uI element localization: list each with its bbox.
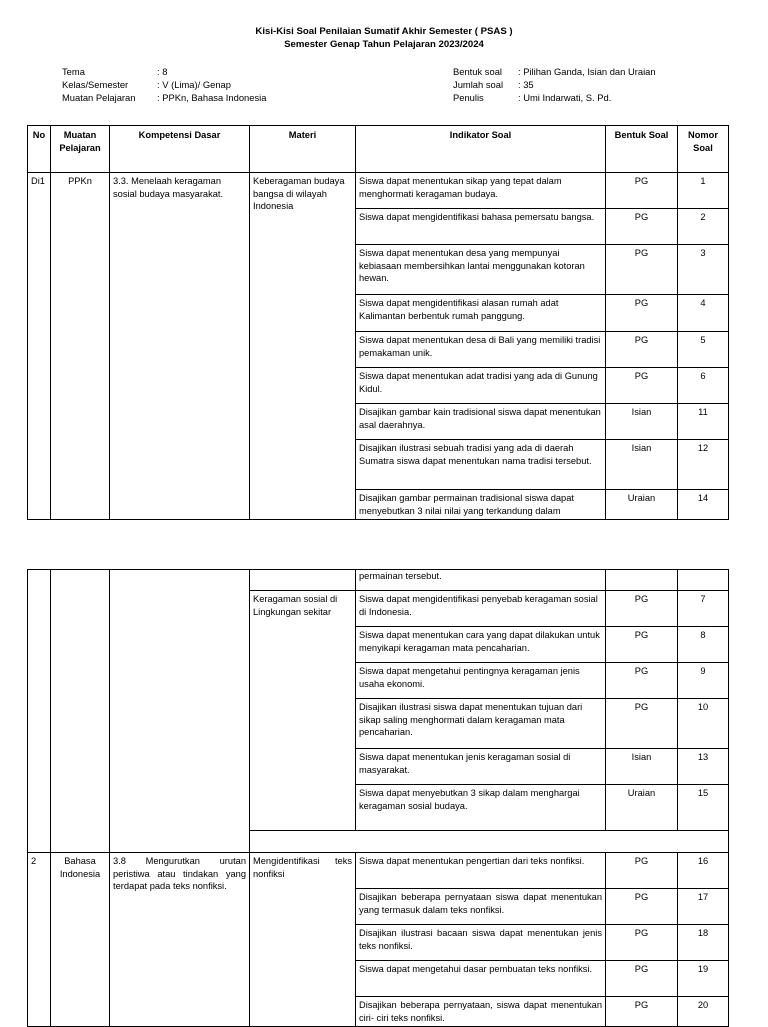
cell-indikator: Siswa dapat mengidentifikasi alasan rumah adat Kalimantan berbentuk rumah panggung. xyxy=(356,295,606,332)
cell-indikator: Siswa dapat menentukan desa di Bali yang memiliki tradisi pemakaman unik. xyxy=(356,332,606,368)
meta-left xyxy=(62,66,266,105)
cell-indikator: Siswa dapat menentukan sikap yang tepat dalam menghormati keragaman budaya. xyxy=(356,173,606,209)
table-row xyxy=(28,173,729,209)
cell-no: Di1 xyxy=(28,173,51,520)
cell-kd xyxy=(110,570,250,853)
cell-indikator: Siswa dapat mengidentifikasi bahasa pemersatu bangsa. xyxy=(356,209,606,245)
cell-nomor: 20 xyxy=(678,997,729,1027)
cell-indikator: Disajikan ilustrasi siswa dapat menentukan tujuan dari sikap saling menghormati dalam keragaman mata pencaharian. xyxy=(356,699,606,749)
table-header-row xyxy=(28,126,729,173)
document-subtitle: Semester Genap Tahun Pelajaran 2023/2024 xyxy=(284,39,484,50)
cell-bentuk: PG xyxy=(606,209,678,245)
cell-nomor: 6 xyxy=(678,368,729,404)
table-row xyxy=(28,570,729,591)
cell-nomor: 3 xyxy=(678,245,729,295)
cell-bentuk: PG xyxy=(606,699,678,749)
cell-no: 2 xyxy=(28,853,51,1027)
cell-bentuk xyxy=(606,570,678,591)
col-header-no: No xyxy=(28,126,51,173)
cell-bentuk: PG xyxy=(606,961,678,997)
table-row xyxy=(28,853,729,889)
cell-materi: Mengidentifikasi teks nonfiksi xyxy=(250,853,356,1027)
meta-label: Kelas/Semester xyxy=(62,79,129,90)
meta-label: Penulis xyxy=(453,92,484,103)
cell-indikator: Siswa dapat mengetahui dasar pembuatan teks nonfiksi. xyxy=(356,961,606,997)
cell-kd: 3.3. Menelaah keragaman sosial budaya masyarakat. xyxy=(110,173,250,520)
cell-nomor: 19 xyxy=(678,961,729,997)
meta-value: : 35 xyxy=(518,79,534,90)
cell-indikator: Siswa dapat menentukan jenis keragaman sosial di masyarakat. xyxy=(356,749,606,785)
meta-label: Tema xyxy=(62,66,85,77)
cell-nomor: 17 xyxy=(678,889,729,925)
cell-empty xyxy=(250,831,729,853)
cell-bentuk: Uraian xyxy=(606,490,678,520)
kisi-table-page1 xyxy=(27,125,729,520)
cell-bentuk: PG xyxy=(606,368,678,404)
cell-bentuk: PG xyxy=(606,925,678,961)
cell-nomor: 18 xyxy=(678,925,729,961)
col-header-nomor: Nomor Soal xyxy=(678,126,729,173)
cell-indikator: Siswa dapat mengetahui pentingnya keragaman jenis usaha ekonomi. xyxy=(356,663,606,699)
col-header-bentuk: Bentuk Soal xyxy=(606,126,678,173)
cell-indikator: Disajikan ilustrasi bacaan siswa dapat menentukan jenis teks nonfiksi. xyxy=(356,925,606,961)
meta-right xyxy=(453,66,656,105)
cell-nomor: 2 xyxy=(678,209,729,245)
cell-bentuk: PG xyxy=(606,245,678,295)
document-title: Kisi-Kisi Soal Penilaian Sumatif Akhir Semester ( PSAS ) xyxy=(255,26,513,37)
meta-kelas xyxy=(62,79,266,92)
cell-indikator: Siswa dapat menentukan cara yang dapat dilakukan untuk menyikapi keragaman mata pencaharian. xyxy=(356,627,606,663)
meta-jumlah xyxy=(453,79,656,92)
cell-indikator: Disajikan beberapa pernyataan siswa dapat menentukan yang termasuk dalam teks nonfiksi. xyxy=(356,889,606,925)
cell-bentuk: PG xyxy=(606,889,678,925)
cell-nomor: 13 xyxy=(678,749,729,785)
cell-nomor: 5 xyxy=(678,332,729,368)
cell-bentuk: PG xyxy=(606,663,678,699)
cell-nomor: 4 xyxy=(678,295,729,332)
meta-value: : Pilihan Ganda, Isian dan Uraian xyxy=(518,66,656,77)
meta-value: : 8 xyxy=(157,66,168,77)
meta-tema xyxy=(62,66,266,79)
cell-bentuk: PG xyxy=(606,627,678,663)
cell-nomor: 14 xyxy=(678,490,729,520)
col-header-muatan: Muatan Pelajaran xyxy=(51,126,110,173)
cell-bentuk: Isian xyxy=(606,440,678,490)
cell-muatan: PPKn xyxy=(51,173,110,520)
meta-value: : V (Lima)/ Genap xyxy=(157,79,231,90)
meta-label: Bentuk soal xyxy=(453,66,502,77)
cell-bentuk: PG xyxy=(606,591,678,627)
meta-value: : Umi Indarwati, S. Pd. xyxy=(518,92,612,103)
cell-nomor: 11 xyxy=(678,404,729,440)
cell-materi xyxy=(250,570,356,591)
cell-nomor xyxy=(678,570,729,591)
cell-materi: Keberagaman budaya bangsa di wilayah Indonesia xyxy=(250,173,356,520)
cell-muatan xyxy=(51,570,110,853)
cell-nomor: 8 xyxy=(678,627,729,663)
cell-nomor: 15 xyxy=(678,785,729,831)
cell-nomor: 12 xyxy=(678,440,729,490)
cell-indikator: Siswa dapat menyebutkan 3 sikap dalam menghargai keragaman sosial budaya. xyxy=(356,785,606,831)
cell-indikator: Disajikan gambar kain tradisional siswa dapat menentukan asal daerahnya. xyxy=(356,404,606,440)
cell-bentuk: PG xyxy=(606,173,678,209)
cell-indikator: permainan tersebut. xyxy=(356,570,606,591)
cell-muatan: Bahasa Indonesia xyxy=(51,853,110,1027)
cell-nomor: 1 xyxy=(678,173,729,209)
kisi-table-page2 xyxy=(27,569,729,1027)
cell-nomor: 16 xyxy=(678,853,729,889)
cell-bentuk: Isian xyxy=(606,404,678,440)
cell-nomor: 10 xyxy=(678,699,729,749)
cell-nomor: 9 xyxy=(678,663,729,699)
meta-value: : PPKn, Bahasa Indonesia xyxy=(157,92,267,103)
cell-indikator: Disajikan ilustrasi sebuah tradisi yang ada di daerah Sumatra siswa dapat menentukan nama tradisi tersebut. xyxy=(356,440,606,490)
meta-penulis xyxy=(453,92,656,105)
cell-indikator: Siswa dapat menentukan adat tradisi yang ada di Gunung Kidul. xyxy=(356,368,606,404)
cell-nomor: 7 xyxy=(678,591,729,627)
meta-muatan xyxy=(62,92,266,105)
meta-label: Muatan Pelajaran xyxy=(62,92,136,103)
meta-bentuk xyxy=(453,66,656,79)
cell-indikator: Siswa dapat menentukan desa yang mempunyai kebiasaan membersihkan lantai menggunakan kotoran hewan. xyxy=(356,245,606,295)
col-header-indikator: Indikator Soal xyxy=(356,126,606,173)
cell-indikator: Disajikan gambar permainan tradisional siswa dapat menyebutkan 3 nilai nilai yang terkandung dalam xyxy=(356,490,606,520)
cell-bentuk: PG xyxy=(606,295,678,332)
cell-bentuk: PG xyxy=(606,997,678,1027)
cell-indikator: Disajikan beberapa pernyataan, siswa dapat menentukan ciri- ciri teks nonfiksi. xyxy=(356,997,606,1027)
meta-label: Jumlah soal xyxy=(453,79,504,90)
cell-bentuk: PG xyxy=(606,853,678,889)
cell-bentuk: PG xyxy=(606,332,678,368)
cell-kd: 3.8 Mengurutkan urutan peristiwa atau tindakan yang terdapat pada teks nonfiksi. xyxy=(110,853,250,1027)
cell-indikator: Siswa dapat menentukan pengertian dari teks nonfiksi. xyxy=(356,853,606,889)
col-header-materi: Materi xyxy=(250,126,356,173)
col-header-kd: Kompetensi Dasar xyxy=(110,126,250,173)
cell-materi: Keragaman sosial di Lingkungan sekitar xyxy=(250,591,356,831)
cell-indikator: Siswa dapat mengidentifikasi penyebab keragaman sosial di Indonesia. xyxy=(356,591,606,627)
cell-bentuk: Uraian xyxy=(606,785,678,831)
cell-no xyxy=(28,570,51,853)
cell-bentuk: Isian xyxy=(606,749,678,785)
